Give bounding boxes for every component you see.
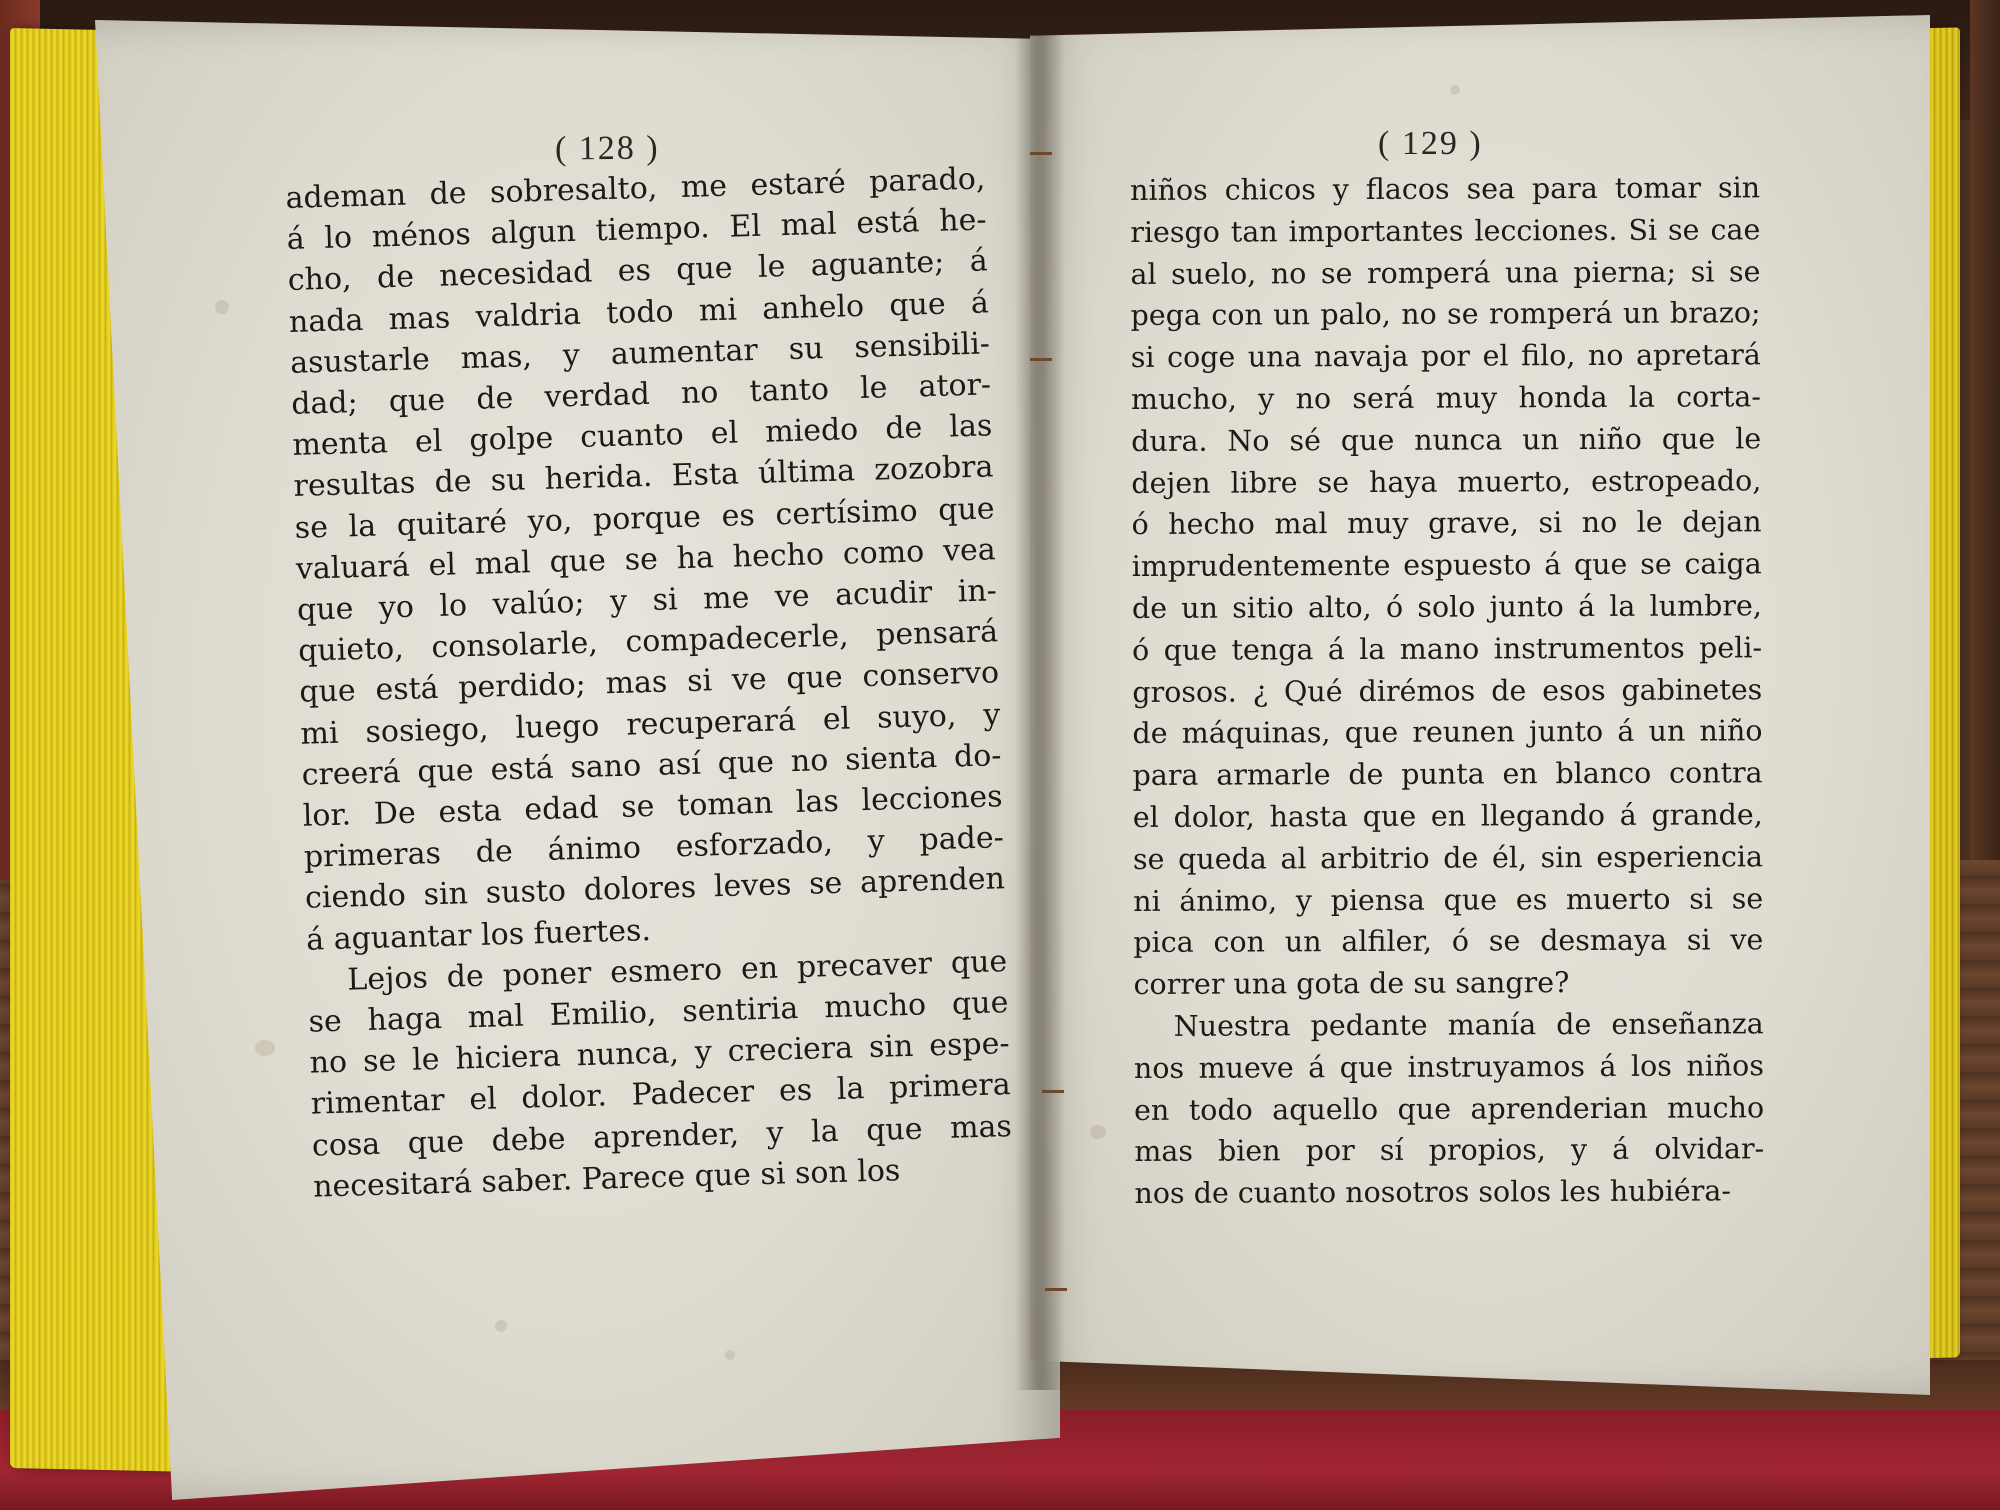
text-line: ademan de sobresalto, me estaré parado, <box>285 161 986 216</box>
foxing-spot <box>1090 1125 1106 1139</box>
left-page-text <box>285 158 1013 1207</box>
foxing-spot <box>255 1040 275 1056</box>
text-line: pica con un alfiler, ó se desmaya si ve <box>1133 923 1764 960</box>
text-line: Nuestra pedante manía de enseñanza <box>1173 1007 1764 1043</box>
text-line: dad; que de verdad no tanto le ator- <box>290 367 992 422</box>
text-line: dejen libre se haya muerto, estropeado, <box>1131 463 1762 500</box>
text-line: Lejos de poner esmero en precaver que <box>346 944 1008 998</box>
text-line: imprudentemente espuesto á que se caiga <box>1131 547 1762 584</box>
text-line: riesgo tan importantes lecciones. Si se cae <box>1130 213 1761 249</box>
text-line: primeras de ánimo esforzado, y pade- <box>303 820 1005 875</box>
text-line: si coge una navaja por el filo, no apretará <box>1130 338 1761 375</box>
text-line: mas bien por sí propios, y á olvidar- <box>1134 1132 1765 1169</box>
text-line: que yo lo valúo; y si me ve acudir in- <box>296 573 998 628</box>
text-line: á aguantar los fuertes. <box>305 912 652 958</box>
text-line: ciendo sin susto dolores leves se aprenden <box>304 861 1006 917</box>
text-line: para armarle de punta en blanco contra <box>1132 756 1763 793</box>
text-line: nada mas valdria todo mi anhelo que á <box>288 285 990 340</box>
text-line: se la quitaré yo, porque es certísimo que <box>294 490 995 546</box>
book-gutter <box>1015 30 1065 1390</box>
right-page-number: ( 129 ) <box>1378 125 1483 162</box>
text-line: rimentar el dolor. Padecer es la primera <box>310 1067 1012 1123</box>
text-line: resultas de su herida. Esta última zozobra <box>293 449 994 505</box>
text-line: en todo aquello que aprenderian mucho <box>1134 1090 1765 1127</box>
text-line: nos de cuanto nosotros solos les hubiéra- <box>1134 1174 1732 1211</box>
text-line: asustarle mas, y aumentar su sensibili- <box>289 326 991 381</box>
binding-stitch <box>1045 1288 1067 1291</box>
text-line: no se le hiciera nunca, y creciera sin espe- <box>309 1026 1010 1081</box>
text-line: lor. De esta edad se toman las lecciones <box>302 779 1004 834</box>
left-page-number: ( 128 ) <box>554 129 660 168</box>
binding-stitch <box>1030 152 1052 155</box>
text-line: grosos. ¿ Qué dirémos de esos gabinetes <box>1132 672 1763 709</box>
text-line: mucho, y no será muy honda la corta- <box>1130 380 1762 416</box>
text-line: ó que tenga á la mano instrumentos peli- <box>1132 631 1763 667</box>
text-line: valuará el mal que se ha hecho como vea <box>295 532 997 587</box>
text-line: el dolor, hasta que en llegando á grande, <box>1132 798 1763 834</box>
binding-stitch <box>1042 1090 1064 1093</box>
text-line: cho, de necesidad es que le aguante; á <box>287 243 989 299</box>
text-line: correr una gota de su sangre? <box>1133 966 1570 1002</box>
text-line: se queda al arbitrio de él, sin esperiencia <box>1132 839 1764 876</box>
text-line: dura. No sé que nunca un niño que le <box>1131 422 1762 458</box>
foxing-spot <box>495 1320 507 1332</box>
foxing-spot <box>1450 85 1460 95</box>
text-line: nos mueve á que instruyamos á los niños <box>1133 1048 1764 1085</box>
text-line: á lo ménos algun tiempo. El mal está he- <box>286 202 987 258</box>
text-line: se haga mal Emilio, sentiria mucho que <box>308 985 1009 1040</box>
foxing-spot <box>215 300 229 314</box>
text-line: de un sitio alto, ó solo junto á la lumbre, <box>1131 589 1762 625</box>
text-line: mi sosiego, luego recuperará el suyo, y <box>300 696 1001 752</box>
text-line: pega con un palo, no se romperá un brazo; <box>1130 296 1761 333</box>
text-line: quieto, consolarle, compadecerle, pensará <box>297 614 999 670</box>
text-line: menta el golpe cuanto el miedo de las <box>291 408 993 464</box>
text-line: que está perdido; mas si ve que conservo <box>298 655 1000 711</box>
text-line: ni ánimo, y piensa que es muerto si se <box>1133 881 1764 918</box>
text-line: ó hecho mal muy grave, si no le dejan <box>1131 505 1762 542</box>
foxing-spot <box>725 1350 735 1360</box>
binding-stitch <box>1030 358 1052 361</box>
text-line: de máquinas, que reunen junto á un niño <box>1132 714 1763 751</box>
right-page-text <box>1130 167 1765 1215</box>
text-line: al suelo, no se romperá una pierna; si se <box>1130 254 1761 291</box>
text-line: niños chicos y flacos sea para tomar sin <box>1130 171 1761 207</box>
text-line: necesitará saber. Parece que si son los <box>312 1153 901 1205</box>
text-line: cosa que debe aprender, y la que mas <box>311 1108 1013 1164</box>
text-line: creerá que está sano así que no sienta do- <box>301 738 1002 793</box>
